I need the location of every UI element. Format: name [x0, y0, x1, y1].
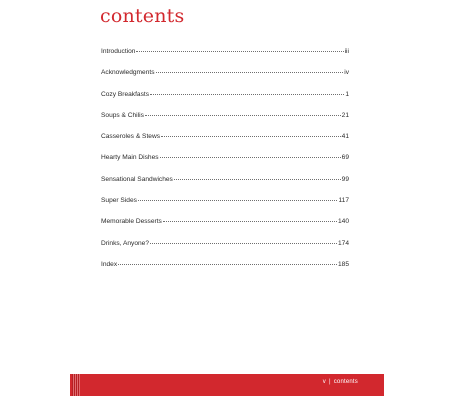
toc-entry-title: Cozy Breakfasts	[101, 90, 150, 98]
toc-entry-page: iii	[344, 48, 349, 55]
table-of-contents	[101, 48, 349, 282]
toc-entry	[101, 112, 349, 133]
toc-entry-page: 117	[338, 197, 349, 205]
toc-entry-title: Sensational Sandwiches	[101, 175, 173, 183]
toc-entry-page: 140	[337, 218, 349, 226]
dot-leader	[160, 157, 341, 158]
toc-entry-title: Casseroles & Stews	[101, 133, 160, 141]
toc-entry-title: Memorable Desserts	[101, 218, 162, 226]
toc-entry	[101, 218, 349, 239]
toc-entry	[101, 154, 349, 175]
toc-entry-page: iv	[344, 69, 349, 77]
dot-leader	[138, 200, 338, 201]
footer-section-name: contents	[333, 379, 358, 385]
dot-leader	[150, 94, 344, 95]
toc-entry-title: Acknowledgments	[101, 69, 155, 77]
dot-leader	[150, 243, 337, 244]
toc-entry-title: Introduction	[101, 48, 136, 55]
toc-entry	[101, 91, 349, 112]
toc-entry-title: Soups & Chilis	[101, 111, 144, 119]
toc-entry-page: 174	[337, 239, 349, 247]
toc-entry-title: Index	[101, 260, 118, 268]
dot-leader	[156, 72, 344, 73]
dot-leader	[163, 221, 337, 222]
toc-entry-page: 185	[337, 260, 349, 268]
toc-entry-page: 21	[341, 111, 349, 119]
footer-separator: |	[328, 379, 331, 385]
toc-entry-page: 99	[341, 175, 349, 183]
toc-entry	[101, 69, 349, 90]
toc-entry	[101, 176, 349, 197]
footer-page-number: v	[322, 379, 326, 385]
toc-entry-title: Hearty Main Dishes	[101, 154, 159, 162]
toc-entry-title: Drinks, Anyone?	[101, 239, 150, 247]
toc-entry-title: Super Sides	[101, 197, 137, 205]
toc-entry	[101, 197, 349, 218]
toc-entry	[101, 261, 349, 282]
toc-entry-page: 1	[345, 90, 349, 98]
footer-bar	[70, 374, 384, 396]
dot-leader	[145, 115, 341, 116]
toc-entry-page: 69	[341, 154, 349, 162]
toc-entry-page: 41	[341, 133, 349, 141]
running-footer	[323, 379, 358, 385]
footer-edge-stripes	[72, 374, 80, 396]
dot-leader	[161, 136, 341, 137]
dot-leader	[174, 179, 341, 180]
dot-leader	[118, 264, 337, 265]
toc-entry	[101, 48, 349, 69]
page-title: contents	[100, 5, 185, 27]
toc-entry	[101, 240, 349, 261]
dot-leader	[136, 51, 343, 52]
toc-entry	[101, 133, 349, 154]
